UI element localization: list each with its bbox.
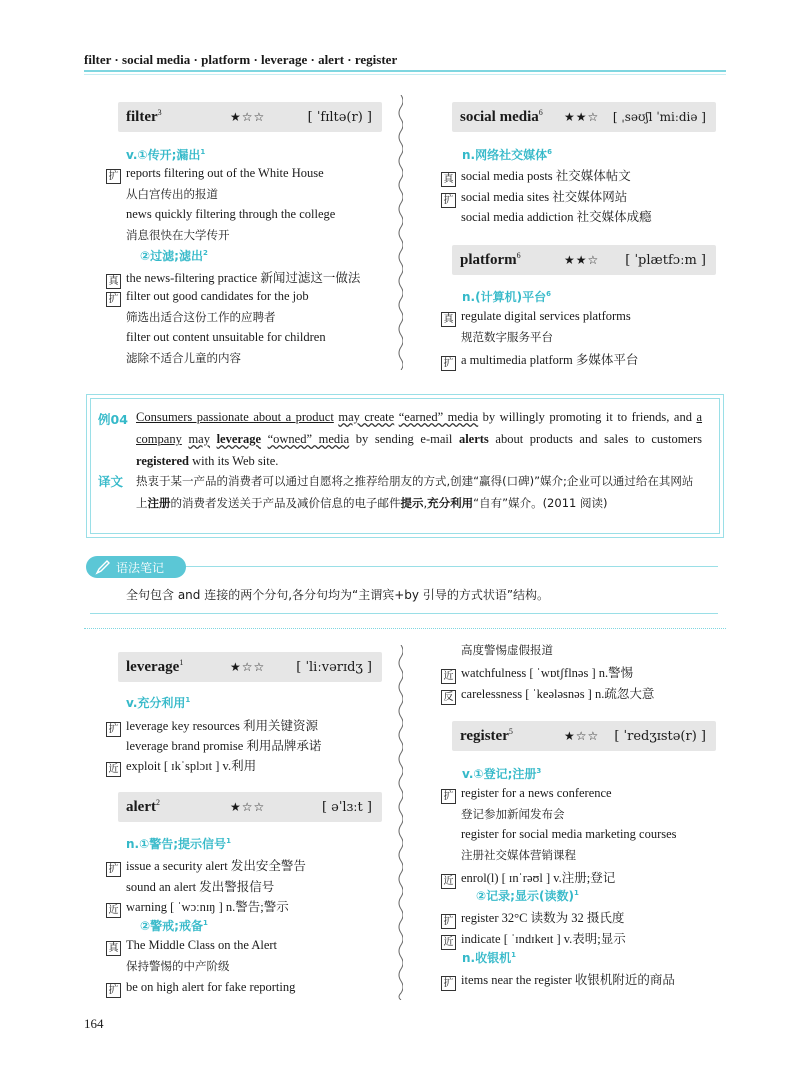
- tag-syn-icon: 近: [106, 762, 121, 777]
- tag-ext-icon: 扩: [441, 193, 456, 208]
- tag-syn-icon: 近: [441, 935, 456, 950]
- tag-ext-icon: 扩: [441, 356, 456, 371]
- entry-alert-headword: [118, 792, 382, 822]
- entry-leverage-headword: [118, 652, 382, 682]
- header-rule-thin: [84, 74, 726, 75]
- example-line: 扩 reports filtering out of the White House: [106, 166, 324, 184]
- translation-line: 规范数字服务平台: [461, 330, 553, 344]
- headword-alert: alert: [126, 799, 156, 815]
- star-rating: ★★☆: [564, 252, 600, 267]
- example-line: 扩 filter out good candidates for the job: [106, 289, 309, 307]
- translation-line: 消息很快在大学传开: [126, 228, 230, 242]
- tag-ext-icon: 扩: [106, 983, 121, 998]
- example-line: social media addiction 社交媒体成瘾: [461, 210, 652, 224]
- example-chinese: 热衷于某一产品的消费者可以通过自愿将之推荐给朋友的方式,创建“赢得(口碑)”媒介;企业可以通过给在其网站上注册的消费者发送关于产品及减价信息的电子邮件提示,充分利用“自有”媒介。(2011 阅读): [136, 474, 694, 510]
- example-line: filter out content unsuitable for children: [126, 330, 326, 344]
- phonetic: [ ˈplætfɔːm ]: [625, 252, 706, 268]
- tag-ext-icon: 扩: [106, 722, 121, 737]
- frequency: 1: [179, 658, 184, 667]
- grammar-note-text: 全句包含 and 连接的两个分句,各分句均为“主谓宾+by 引导的方式状语”结构。: [126, 588, 550, 602]
- sense-label: ②警戒;戒备$^1$: [140, 919, 208, 933]
- header-rule: [84, 70, 726, 72]
- sense-label: n.①警告;提示信号$^1$: [126, 837, 231, 851]
- phonetic: [ əˈlɜːt ]: [321, 799, 372, 815]
- tag-ant-icon: 反: [441, 690, 456, 705]
- example-line: 扩 issue a security alert 发出安全警告: [106, 856, 306, 877]
- star-rating: ★☆☆: [230, 799, 266, 814]
- sense-label: v.①登记;注册$^3$: [462, 767, 542, 781]
- example-line: news quickly filtering through the college: [126, 207, 336, 221]
- example-label: 例04: [98, 412, 128, 427]
- example-line: 扩 be on high alert for fake reporting: [106, 980, 295, 998]
- tag-ext-icon: 扩: [106, 862, 121, 877]
- example-line: 真 regulate digital services platforms: [441, 309, 631, 327]
- translation-line: 保持警惕的中产阶级: [126, 959, 230, 973]
- tag-ext-icon: 扩: [106, 292, 121, 307]
- tag-syn-icon: 近: [441, 669, 456, 684]
- example-line: 近 enrol(l) [ ɪnˈrəʊl ] v.注册;登记: [441, 868, 615, 889]
- running-header: filter · social media · platform · leverage · alert · register: [84, 52, 398, 67]
- headword-leverage: leverage: [126, 659, 180, 675]
- example-line: 扩 a multimedia platform 多媒体平台: [441, 350, 638, 371]
- tag-real-icon: 真: [441, 172, 456, 187]
- tag-real-icon: 真: [106, 941, 121, 956]
- translation-line: 从白宫传出的报道: [126, 187, 218, 201]
- translation-line: 高度警惕虚假报道: [461, 643, 553, 657]
- translation-line: 滤除不适合儿童的内容: [126, 351, 241, 365]
- sense-label: n.网络社交媒体$^6$: [462, 148, 552, 162]
- entry-register-headword: [452, 721, 716, 751]
- phonetic: [ ˈliːvərɪdʒ ]: [296, 659, 372, 675]
- frequency: 6: [538, 108, 543, 117]
- tag-real-icon: 真: [441, 312, 456, 327]
- example-line: 近 indicate [ ˈɪndɪkeɪt ] v.表明;显示: [441, 929, 626, 950]
- example-line: 反 carelessness [ ˈkeələsnəs ] n.疏忽大意: [441, 684, 654, 705]
- sense-label: n.(计算机)平台$^6$: [462, 290, 551, 304]
- translation-line: 登记参加新闻发布会: [461, 807, 565, 821]
- tag-real-icon: 真: [106, 274, 121, 289]
- example-english: Consumers passionate about a product may create “earned” media by willingly promoting it to friends, and a company may leverage “owned” media by sending e-mail alerts about products and sales to customers registered with its Web site.: [136, 410, 703, 468]
- example-line: sound an alert 发出警报信号: [126, 880, 275, 894]
- translation-line: 筛选出适合这份工作的应聘者: [126, 310, 276, 324]
- example-line: 近 warning [ ˈwɔːnɪŋ ] n.警告;警示: [106, 897, 289, 918]
- example-line: 近 watchfulness [ ˈwɒtʃflnəs ] n.警惕: [441, 663, 633, 684]
- example-line: 扩 social media sites 社交媒体网站: [441, 187, 627, 208]
- tag-syn-icon: 近: [106, 903, 121, 918]
- sense-label: ②过滤;滤出$^2$: [140, 249, 208, 263]
- sense-label: v.充分利用$^1$: [126, 696, 191, 710]
- sense-label: v.①传开;漏出$^1$: [126, 148, 206, 162]
- star-rating: ★☆☆: [564, 728, 600, 743]
- frequency: 3: [157, 108, 162, 117]
- frequency: 6: [516, 251, 521, 260]
- translation-label: 译文: [98, 474, 124, 489]
- phonetic: [ ˌsəʊʃl ˈmiːdiə ]: [612, 110, 706, 124]
- translation-line: 注册社交媒体营销课程: [461, 848, 576, 862]
- example-line: register for social media marketing courses: [461, 827, 677, 841]
- example-line: leverage brand promise 利用品牌承诺: [126, 739, 322, 753]
- example-line: 真 social media posts 社交媒体帖文: [441, 166, 631, 187]
- example-line: 扩 register for a news conference: [441, 786, 612, 804]
- tag-ext-icon: 扩: [441, 976, 456, 991]
- sense-label: n.收银机$^1$: [462, 951, 516, 965]
- column-divider: [397, 95, 403, 370]
- entry-filter-headword: [118, 102, 382, 132]
- tag-syn-icon: 近: [441, 874, 456, 889]
- example-line: 真 the news-filtering practice 新闻过滤这一做法: [106, 268, 360, 289]
- headword-platform: platform: [460, 252, 517, 268]
- tag-ext-icon: 扩: [441, 789, 456, 804]
- example-line: 近 exploit [ ɪkˈsplɔɪt ] v.利用: [106, 756, 256, 777]
- section-divider: [84, 628, 726, 629]
- star-rating: ★☆☆: [230, 659, 266, 674]
- headword-filter: filter: [126, 109, 158, 125]
- grammar-note-tab: 语法笔记: [86, 556, 186, 578]
- phonetic: [ ˈredʒɪstə(r) ]: [614, 728, 706, 744]
- example-line: 真 The Middle Class on the Alert: [106, 938, 277, 956]
- page-number: 164: [84, 1016, 104, 1031]
- phonetic: [ ˈfɪltə(r) ]: [307, 109, 372, 125]
- example-line: 扩 items near the register 收银机附近的商品: [441, 970, 675, 991]
- example-line: 扩 register 32°C 读数为 32 摄氏度: [441, 908, 624, 929]
- tag-ext-icon: 扩: [441, 914, 456, 929]
- star-rating: ★★☆: [564, 109, 600, 124]
- star-rating: ★☆☆: [230, 109, 266, 124]
- entry-social-media-headword: [452, 102, 716, 132]
- sense-label: ②记录;显示(读数)$^1$: [476, 889, 579, 903]
- tag-ext-icon: 扩: [106, 169, 121, 184]
- frequency: 5: [508, 727, 513, 736]
- frequency: 2: [155, 798, 160, 807]
- headword-register: register: [460, 728, 509, 744]
- entry-platform-headword: [452, 245, 716, 275]
- column-divider: [397, 645, 403, 1000]
- example-line: 扩 leverage key resources 利用关键资源: [106, 716, 318, 737]
- pen-icon: [95, 559, 111, 578]
- headword-social-media: social media: [460, 109, 539, 125]
